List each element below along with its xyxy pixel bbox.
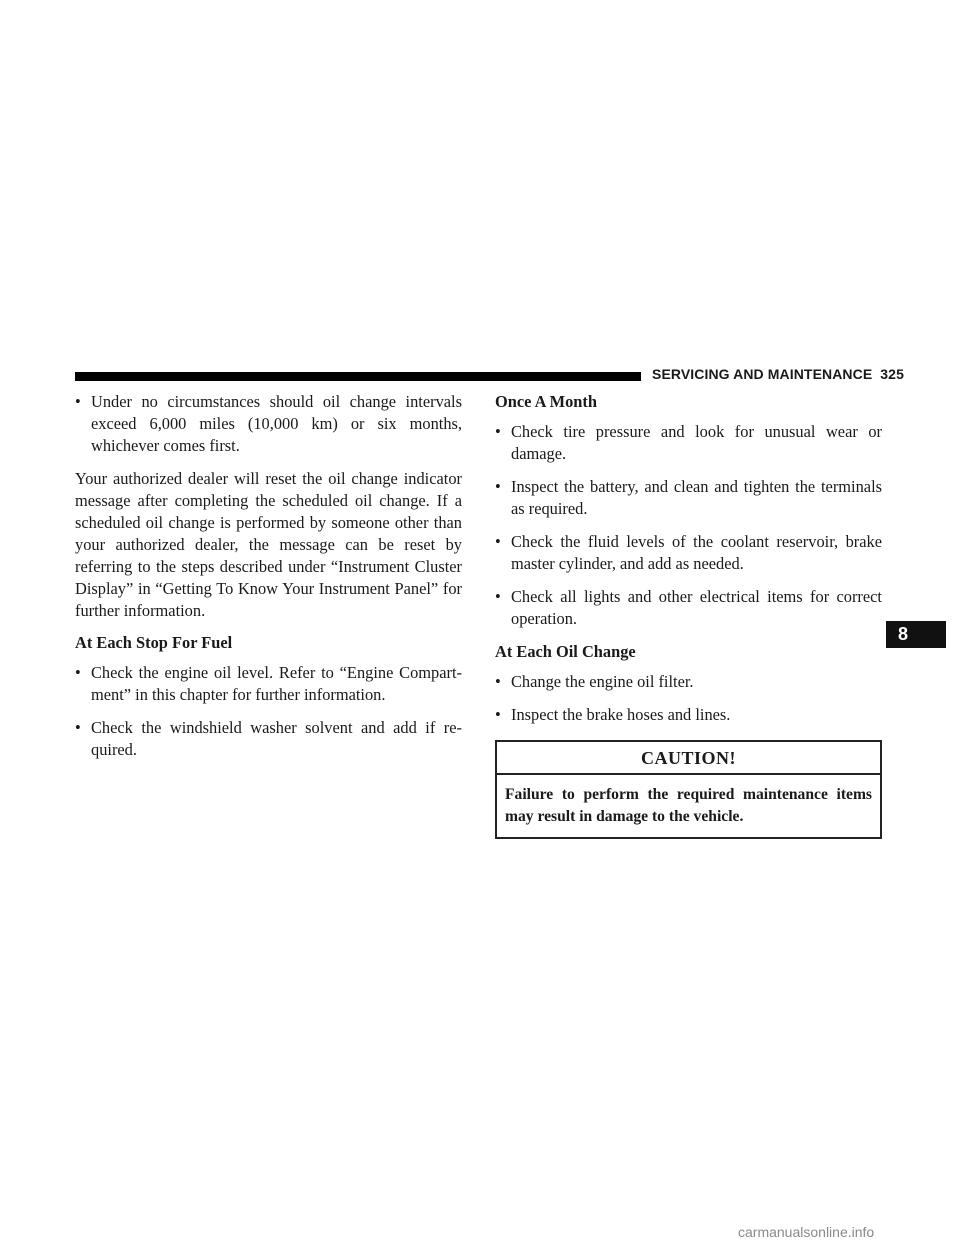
bullet-icon: • bbox=[495, 532, 501, 551]
list-item bbox=[75, 391, 462, 457]
list-item bbox=[495, 476, 882, 520]
bullet-icon: • bbox=[75, 718, 81, 737]
list-item bbox=[75, 717, 462, 761]
bullet-icon: • bbox=[495, 477, 501, 496]
running-header bbox=[652, 366, 904, 382]
bullet-icon: • bbox=[75, 663, 81, 682]
bullet-icon: • bbox=[495, 587, 501, 606]
caution-title: CAUTION! bbox=[497, 742, 880, 775]
caution-text: Failure to perform the required maintenance items may result in damage to the vehicle. bbox=[505, 786, 872, 825]
once-a-month-heading: Once A Month bbox=[495, 392, 597, 411]
list-item bbox=[495, 671, 882, 693]
list-item-text: Check the fluid levels of the coolant reservoir, brake master cylinder, and add as needed. bbox=[511, 532, 882, 573]
list-item-text: Change the engine oil filter. bbox=[511, 672, 694, 691]
list-item-text: Under no circumstances should oil change intervals exceed 6,000 miles (10,000 km) or six months, whichever comes first. bbox=[91, 392, 462, 455]
list-item bbox=[495, 531, 882, 575]
list-item bbox=[495, 421, 882, 465]
list-item-text: Check the engine oil level. Refer to “Engine Compart-ment” in this chapter for further information. bbox=[91, 663, 462, 704]
section-title: SERVICING AND MAINTENANCE bbox=[652, 366, 873, 382]
bullet-icon: • bbox=[495, 422, 501, 441]
oil-indicator-paragraph: Your authorized dealer will reset the oil change indicator message after completing the scheduled oil change. If a scheduled oil change is performed by someone other than your authorized dealer, the message can be reset by referring to the steps described under “Instrument Cluster Display” in “Getting To Know Your Instrument Panel” for further information. bbox=[75, 469, 462, 620]
page-number: 325 bbox=[880, 366, 904, 382]
left-column bbox=[75, 391, 462, 772]
list-item-text: Check the windshield washer solvent and add if re-quired. bbox=[91, 718, 462, 759]
caution-box bbox=[495, 740, 882, 839]
list-item-text: Inspect the battery, and clean and tighten the terminals as required. bbox=[511, 477, 882, 518]
watermark: carmanualsonline.info bbox=[738, 1224, 875, 1240]
list-item bbox=[495, 704, 882, 726]
list-item-text: Check all lights and other electrical items for correct operation. bbox=[511, 587, 882, 628]
fuel-stop-heading: At Each Stop For Fuel bbox=[75, 633, 233, 652]
list-item-text: Check tire pressure and look for unusual wear or damage. bbox=[511, 422, 882, 463]
list-item bbox=[495, 586, 882, 630]
oil-change-heading: At Each Oil Change bbox=[495, 642, 636, 661]
bullet-icon: • bbox=[495, 705, 501, 724]
bullet-icon: • bbox=[75, 392, 81, 411]
bullet-icon: • bbox=[495, 672, 501, 691]
list-item-text: Inspect the brake hoses and lines. bbox=[511, 705, 731, 724]
header-rule bbox=[75, 372, 641, 381]
chapter-tab: 8 bbox=[886, 621, 946, 648]
right-column bbox=[495, 391, 882, 839]
list-item bbox=[75, 662, 462, 706]
